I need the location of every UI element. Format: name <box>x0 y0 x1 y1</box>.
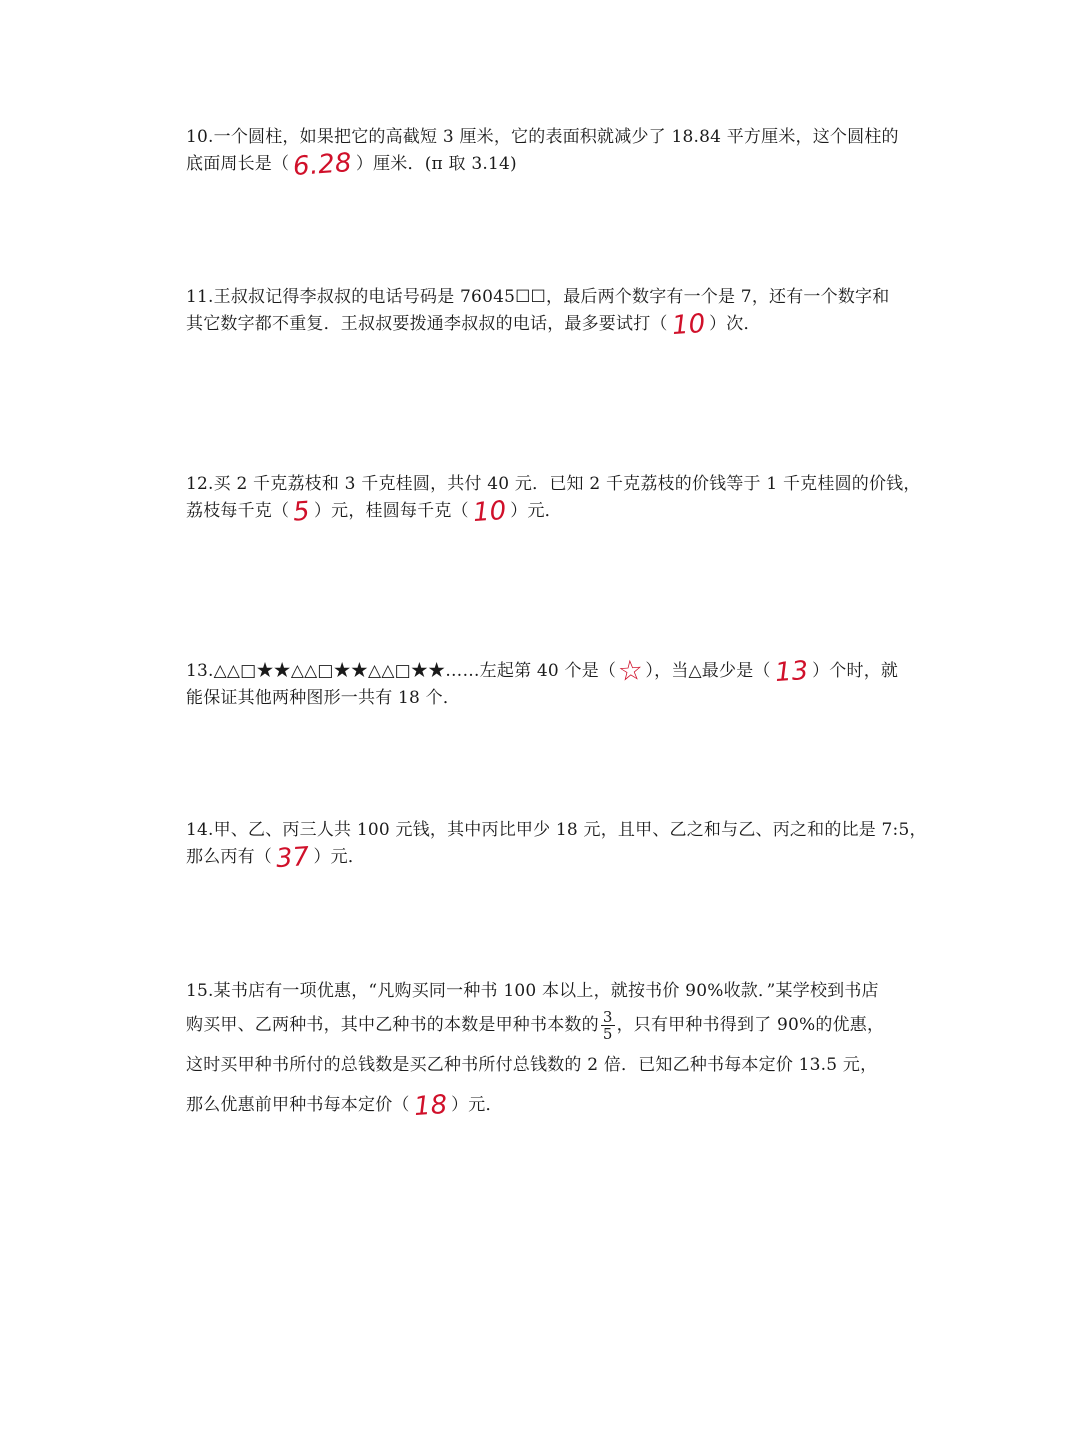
question-13-line-2: 能保证其他两种图形一共有 18 个． <box>186 688 461 708</box>
question-10-text-b: ）厘米．(π 取 3.14) <box>355 154 517 174</box>
question-12-line-2 <box>186 495 896 529</box>
question-15-line-4 <box>186 1085 896 1125</box>
question-10-text-a: 底面周长是（ <box>186 154 290 174</box>
question-14-line-2 <box>186 841 896 875</box>
question-15-text-c: 那么优惠前甲种书每本定价（ <box>186 1095 410 1115</box>
question-13-text-c: ）个时，就 <box>812 661 899 681</box>
question-14-handwritten-answer: 37 <box>274 841 311 875</box>
question-12-text-c: ）元． <box>510 501 562 521</box>
question-15-text-b: ，只有甲种书得到了 90%的优惠， <box>616 1015 885 1035</box>
question-10 <box>186 124 899 183</box>
question-13-handwritten-star-icon: ☆ <box>616 653 645 688</box>
question-10-handwritten-answer: 6.28 <box>292 147 353 183</box>
question-11-text-b: ）次． <box>709 314 761 334</box>
question-11-line-1: 11.王叔叔记得李叔叔的电话号码是 76045☐☐，最后两个数字有一个是 7，还有一个数字和 <box>186 287 890 307</box>
question-12-line-1: 12.买 2 千克荔枝和 3 千克桂圆，共付 40 元．已知 2 千克荔枝的价钱等于 1 千克桂圆的价钱， <box>186 474 921 494</box>
question-11-text-a: 其它数字都不重复．王叔叔要拨通李叔叔的电话，最多要试打（ <box>186 314 668 334</box>
question-14-text-a: 那么丙有（ <box>186 847 272 867</box>
question-15-handwritten-answer: 18 <box>412 1089 449 1123</box>
question-15-fraction <box>601 1009 615 1042</box>
question-15-line-3: 这时买甲种书所付的总钱数是买乙种书所付总钱数的 2 倍．已知乙种书每本定价 13.5 元， <box>186 1055 878 1075</box>
fraction-numerator: 3 <box>602 1008 613 1026</box>
question-12-handwritten-answer-lychee: 5 <box>292 496 311 528</box>
question-15-text-a: 购买甲、乙两种书，其中乙种书的本数是甲种书本数的 <box>186 1015 599 1035</box>
question-15-text-d: ）元． <box>451 1095 503 1115</box>
question-14-line-1: 14.甲、乙、丙三人共 100 元钱，其中丙比甲少 18 元，且甲、乙之和与乙、丙之和的比是 7:5， <box>186 820 927 840</box>
question-13-line-1 <box>186 653 899 689</box>
question-12 <box>186 471 921 529</box>
question-10-line-2 <box>186 147 896 183</box>
question-11-handwritten-answer: 10 <box>670 308 707 342</box>
fraction-denominator: 5 <box>602 1025 613 1043</box>
question-12-text-a: 荔枝每千克（ <box>186 501 290 521</box>
question-14 <box>186 817 927 875</box>
question-15 <box>186 977 896 1125</box>
question-10-line-1: 10.一个圆柱，如果把它的高截短 3 厘米，它的表面积就减少了 18.84 平方厘米，这个圆柱的 <box>186 127 899 147</box>
question-13 <box>186 653 899 712</box>
question-11-line-2 <box>186 308 896 342</box>
question-14-text-b: ）元． <box>313 847 366 867</box>
question-13-text-a: 13.△△□★★△△□★★△△□★★……左起第 40 个是（ <box>186 661 617 681</box>
question-13-text-b: ），当△最少是（ <box>645 661 771 681</box>
question-12-text-b: ）元，桂圆每千克（ <box>313 501 469 521</box>
question-15-line-1: 15.某书店有一项优惠，“凡购买同一种书 100 本以上，就按书价 90%收款．”某学校到书店 <box>186 981 879 1001</box>
question-15-line-2 <box>186 1005 896 1045</box>
question-11 <box>186 284 896 342</box>
question-13-handwritten-answer-count: 13 <box>773 655 810 689</box>
question-12-handwritten-answer-longan: 10 <box>471 495 508 529</box>
